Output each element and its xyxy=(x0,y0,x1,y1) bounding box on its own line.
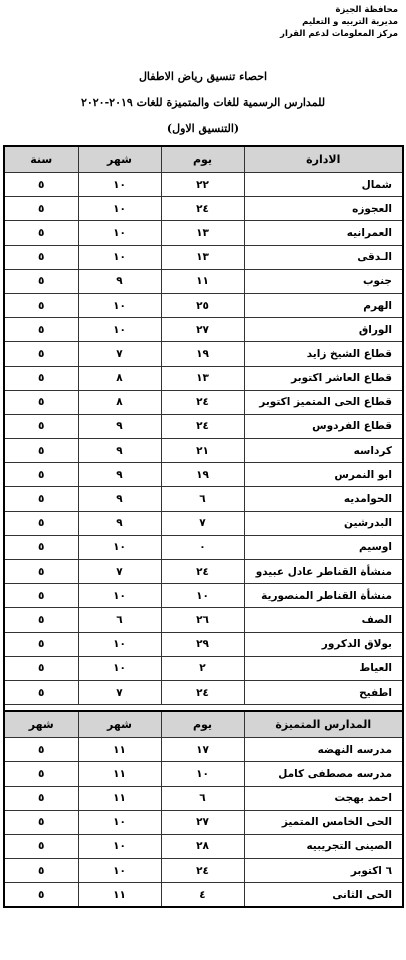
cell-month: ٩ xyxy=(78,439,161,463)
cell-month: ١٠ xyxy=(78,859,161,883)
cell-name: العمرانيه xyxy=(244,221,403,245)
administration-row xyxy=(4,439,403,463)
cell-month: ١١ xyxy=(78,738,161,762)
cell-day: ١٠ xyxy=(161,762,244,786)
cell-month: ٩ xyxy=(78,414,161,438)
cell-year: ٥ xyxy=(4,632,78,656)
cell-day: ٢٦ xyxy=(161,608,244,632)
cell-name: احمد بهجت xyxy=(244,786,403,810)
header-month-3: شهر xyxy=(4,711,78,738)
cell-name: البدرشين xyxy=(244,511,403,535)
cell-day: ٦ xyxy=(161,487,244,511)
cell-name: قطاع الفردوس xyxy=(244,414,403,438)
distinguished-header-row xyxy=(4,711,403,738)
header-row xyxy=(4,146,403,173)
cell-name: الحى الثانى xyxy=(244,883,403,908)
cell-day: ١٣ xyxy=(161,245,244,269)
cell-year: ٥ xyxy=(4,269,78,293)
distinguished-school-row xyxy=(4,883,403,908)
cell-year: ٥ xyxy=(4,245,78,269)
cell-day: ١٣ xyxy=(161,221,244,245)
cell-year: ٥ xyxy=(4,810,78,834)
cell-month: ٦ xyxy=(78,608,161,632)
cell-day: ٢١ xyxy=(161,439,244,463)
cell-name: الحى الخامس المتميز xyxy=(244,810,403,834)
cell-year: ٥ xyxy=(4,293,78,317)
distinguished-school-row xyxy=(4,810,403,834)
cell-name: مدرسه النهضه xyxy=(244,738,403,762)
cell-month: ١١ xyxy=(78,883,161,908)
distinguished-school-row xyxy=(4,738,403,762)
cell-year: ٥ xyxy=(4,197,78,221)
cell-name: الحوامديه xyxy=(244,487,403,511)
distinguished-school-row xyxy=(4,762,403,786)
cell-month: ١٠ xyxy=(78,834,161,858)
administration-row xyxy=(4,390,403,414)
cell-year: ٥ xyxy=(4,535,78,559)
administration-row xyxy=(4,342,403,366)
cell-name: ابو النمرس xyxy=(244,463,403,487)
cell-month: ١١ xyxy=(78,762,161,786)
cell-day: ٢٤ xyxy=(161,859,244,883)
cell-name: اطفيح xyxy=(244,680,403,704)
cell-day: ٧ xyxy=(161,511,244,535)
distinguished-header xyxy=(4,711,403,738)
cell-name: بولاق الدكرور xyxy=(244,632,403,656)
cell-day: ٠ xyxy=(161,535,244,559)
cell-month: ٨ xyxy=(78,390,161,414)
cell-name: شمال xyxy=(244,173,403,197)
cell-month: ٧ xyxy=(78,560,161,584)
cell-year: ٥ xyxy=(4,883,78,908)
cell-day: ٢٤ xyxy=(161,197,244,221)
cell-day: ٢٤ xyxy=(161,414,244,438)
cell-year: ٥ xyxy=(4,318,78,342)
cell-year: ٥ xyxy=(4,608,78,632)
header-day-2: يوم xyxy=(161,711,244,738)
cell-year: ٥ xyxy=(4,173,78,197)
cell-month: ١٠ xyxy=(78,197,161,221)
cell-day: ٢٧ xyxy=(161,810,244,834)
cell-name: الـدقى xyxy=(244,245,403,269)
cell-month: ١١ xyxy=(78,786,161,810)
cell-day: ١٣ xyxy=(161,366,244,390)
distinguished-school-row xyxy=(4,786,403,810)
administration-row xyxy=(4,318,403,342)
cell-day: ٢٨ xyxy=(161,834,244,858)
document-titles xyxy=(0,64,406,142)
administration-row xyxy=(4,560,403,584)
cell-month: ١٠ xyxy=(78,221,161,245)
administration-row xyxy=(4,680,403,704)
cell-year: ٥ xyxy=(4,680,78,704)
cell-name: الهرم xyxy=(244,293,403,317)
header-distinguished-schools: المدارس المتميزة xyxy=(244,711,403,738)
governorate-name: محافظة الجيزة xyxy=(335,5,398,15)
administration-row xyxy=(4,269,403,293)
administration-row xyxy=(4,535,403,559)
header-month: شهر xyxy=(78,146,161,173)
cell-year: ٥ xyxy=(4,786,78,810)
cell-year: ٥ xyxy=(4,584,78,608)
cell-day: ٦ xyxy=(161,786,244,810)
cell-month: ٨ xyxy=(78,366,161,390)
cell-day: ٢٧ xyxy=(161,318,244,342)
cell-year: ٥ xyxy=(4,738,78,762)
cell-name: قطاع الشيخ زايد xyxy=(244,342,403,366)
cell-month: ٧ xyxy=(78,680,161,704)
directorate-name: مديرية التربيه و التعليم xyxy=(302,17,398,27)
cell-year: ٥ xyxy=(4,511,78,535)
admissions-table xyxy=(3,145,404,908)
cell-month: ١٠ xyxy=(78,656,161,680)
cell-month: ٧ xyxy=(78,342,161,366)
cell-year: ٥ xyxy=(4,439,78,463)
cell-year: ٥ xyxy=(4,390,78,414)
cell-day: ١٩ xyxy=(161,463,244,487)
cell-month: ٩ xyxy=(78,463,161,487)
subtitle: للمدارس الرسمية للغات والمتميزة للغات ٢٠١٩-٢٠٢٠ xyxy=(80,96,326,109)
administration-row xyxy=(4,656,403,680)
cell-day: ٢٤ xyxy=(161,680,244,704)
cell-month: ١٠ xyxy=(78,173,161,197)
cell-year: ٥ xyxy=(4,834,78,858)
header-day: يوم xyxy=(161,146,244,173)
cell-year: ٥ xyxy=(4,560,78,584)
header-year: سنة xyxy=(4,146,78,173)
distinguished-body xyxy=(4,738,403,908)
administration-row xyxy=(4,463,403,487)
administration-row xyxy=(4,632,403,656)
cell-year: ٥ xyxy=(4,762,78,786)
distinguished-school-row xyxy=(4,859,403,883)
cell-month: ٩ xyxy=(78,511,161,535)
administration-row xyxy=(4,221,403,245)
cell-name: العجوزه xyxy=(244,197,403,221)
cell-month: ١٠ xyxy=(78,632,161,656)
administration-row xyxy=(4,511,403,535)
cell-name: قطاع الحى المتميز اكتوبر xyxy=(244,390,403,414)
administration-row xyxy=(4,487,403,511)
cell-month: ١٠ xyxy=(78,293,161,317)
cell-day: ٢٤ xyxy=(161,560,244,584)
administration-row xyxy=(4,414,403,438)
cell-day: ٢ xyxy=(161,656,244,680)
cell-name: الصف xyxy=(244,608,403,632)
administration-row xyxy=(4,608,403,632)
cell-month: ١٠ xyxy=(78,584,161,608)
cell-month: ٩ xyxy=(78,269,161,293)
cell-year: ٥ xyxy=(4,221,78,245)
cell-day: ١١ xyxy=(161,269,244,293)
cell-year: ٥ xyxy=(4,414,78,438)
cell-month: ١٠ xyxy=(78,318,161,342)
distinguished-school-row xyxy=(4,834,403,858)
cell-year: ٥ xyxy=(4,859,78,883)
administration-row xyxy=(4,366,403,390)
cell-month: ١٠ xyxy=(78,810,161,834)
administration-row xyxy=(4,293,403,317)
main-title: احصاء تنسيق رياض الاطفال xyxy=(138,70,268,83)
cell-name: الوراق xyxy=(244,318,403,342)
cell-year: ٥ xyxy=(4,342,78,366)
cell-name: الصينى التجريبيه xyxy=(244,834,403,858)
cell-name: مدرسه مصطفى كامل xyxy=(244,762,403,786)
cell-month: ١٠ xyxy=(78,535,161,559)
header-month-2: شهر xyxy=(78,711,161,738)
cell-day: ٢٢ xyxy=(161,173,244,197)
info-center-name: مركز المعلومات لدعم القرار xyxy=(280,29,398,39)
cell-year: ٥ xyxy=(4,487,78,511)
administration-row xyxy=(4,245,403,269)
cell-name: العياط xyxy=(244,656,403,680)
cell-name: منشأة القناطر عادل عبيدو xyxy=(244,560,403,584)
cell-name: منشأة القناطر المنصورية xyxy=(244,584,403,608)
round-label: (التنسيق الاول) xyxy=(166,122,240,135)
cell-year: ٥ xyxy=(4,656,78,680)
cell-name: قطاع العاشر اكتوبر xyxy=(244,366,403,390)
cell-day: ٢٩ xyxy=(161,632,244,656)
admissions-table-container xyxy=(3,145,402,908)
cell-name: جنوب xyxy=(244,269,403,293)
header-administration: الادارة xyxy=(244,146,403,173)
cell-day: ٢٤ xyxy=(161,390,244,414)
organization-header xyxy=(280,4,398,40)
administration-row xyxy=(4,197,403,221)
cell-day: ٢٥ xyxy=(161,293,244,317)
cell-day: ٤ xyxy=(161,883,244,908)
cell-day: ١٧ xyxy=(161,738,244,762)
cell-year: ٥ xyxy=(4,463,78,487)
administration-row xyxy=(4,173,403,197)
administrations-body xyxy=(4,173,403,705)
cell-name: ٦ اكتوبر xyxy=(244,859,403,883)
cell-year: ٥ xyxy=(4,366,78,390)
administration-row xyxy=(4,584,403,608)
cell-name: كرداسه xyxy=(244,439,403,463)
cell-month: ١٠ xyxy=(78,245,161,269)
cell-day: ١٠ xyxy=(161,584,244,608)
cell-name: اوسيم xyxy=(244,535,403,559)
cell-day: ١٩ xyxy=(161,342,244,366)
cell-month: ٩ xyxy=(78,487,161,511)
